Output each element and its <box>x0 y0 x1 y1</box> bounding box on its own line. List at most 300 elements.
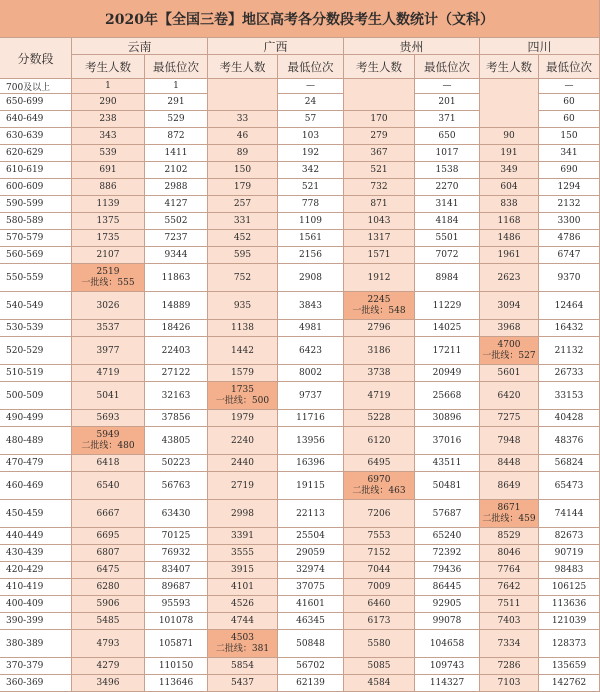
lowest-rank-cell: — <box>278 79 344 94</box>
examinee-count-value: 1735 <box>231 384 254 395</box>
score-range-cell: 460-469 <box>0 472 72 500</box>
lowest-rank-cell: 106125 <box>539 579 600 596</box>
lowest-rank-cell: 27122 <box>145 365 208 382</box>
examinee-count-cell: 4719 <box>344 382 415 410</box>
lowest-rank-cell: 56702 <box>278 658 344 675</box>
examinee-count-cell: 3026 <box>72 292 145 320</box>
lowest-rank-cell: 6747 <box>539 247 600 264</box>
lowest-rank-cell: 11229 <box>415 292 480 320</box>
examinee-count-cell: 6120 <box>344 427 415 455</box>
header-lowest-rank: 最低位次 <box>278 55 344 79</box>
examinee-count-cell: 2998 <box>208 500 278 528</box>
lowest-rank-cell: 57 <box>278 111 344 128</box>
lowest-rank-cell: 4981 <box>278 320 344 337</box>
examinee-count-cell: 1486 <box>480 230 539 247</box>
lowest-rank-cell: 29059 <box>278 545 344 562</box>
examinee-count-cell: 8046 <box>480 545 539 562</box>
examinee-count-cell: 7044 <box>344 562 415 579</box>
lowest-rank-cell: 9737 <box>278 382 344 410</box>
lowest-rank-cell: 14025 <box>415 320 480 337</box>
examinee-count-cell: 3915 <box>208 562 278 579</box>
examinee-count-cell: 871 <box>344 196 415 213</box>
batch-line-label: 一批线：500 <box>215 395 270 406</box>
examinee-count-cell: 7275 <box>480 410 539 427</box>
examinee-count-cell: 2107 <box>72 247 145 264</box>
lowest-rank-cell: 9370 <box>539 264 600 292</box>
batch-line-cell <box>208 630 278 658</box>
score-range-cell: 620-629 <box>0 145 72 162</box>
lowest-rank-cell: 2156 <box>278 247 344 264</box>
lowest-rank-cell: 101078 <box>145 613 208 630</box>
examinee-count-cell: 1979 <box>208 410 278 427</box>
lowest-rank-cell: 104658 <box>415 630 480 658</box>
lowest-rank-cell: 5502 <box>145 213 208 230</box>
examinee-count-cell: 7206 <box>344 500 415 528</box>
lowest-rank-cell: 371 <box>415 111 480 128</box>
examinee-count-cell: 732 <box>344 179 415 196</box>
examinee-count-cell: 7286 <box>480 658 539 675</box>
score-range-cell: 490-499 <box>0 410 72 427</box>
score-range-cell: 530-539 <box>0 320 72 337</box>
lowest-rank-cell: 1 <box>145 79 208 94</box>
examinee-count-cell: 4279 <box>72 658 145 675</box>
examinee-count-cell: 6173 <box>344 613 415 630</box>
examinee-count-cell: 1912 <box>344 264 415 292</box>
lowest-rank-cell: 2270 <box>415 179 480 196</box>
examinee-count-cell: 691 <box>72 162 145 179</box>
examinee-count-cell <box>344 79 415 111</box>
examinee-count-cell: 343 <box>72 128 145 145</box>
lowest-rank-cell: 60 <box>539 111 600 128</box>
lowest-rank-cell: 74144 <box>539 500 600 528</box>
examinee-count-cell: 7642 <box>480 579 539 596</box>
lowest-rank-cell: 8984 <box>415 264 480 292</box>
lowest-rank-cell: 1109 <box>278 213 344 230</box>
score-range-cell: 520-529 <box>0 337 72 365</box>
examinee-count-cell: 5228 <box>344 410 415 427</box>
examinee-count-value: 5949 <box>96 429 120 440</box>
lowest-rank-cell: 63430 <box>145 500 208 528</box>
lowest-rank-cell: 142762 <box>539 675 600 692</box>
header-examinee-count: 考生人数 <box>208 55 278 79</box>
examinee-count-cell: 595 <box>208 247 278 264</box>
lowest-rank-cell: 22113 <box>278 500 344 528</box>
lowest-rank-cell: — <box>539 79 600 94</box>
lowest-rank-cell: 70125 <box>145 528 208 545</box>
lowest-rank-cell: 3843 <box>278 292 344 320</box>
examinee-count-cell: 1168 <box>480 213 539 230</box>
score-range-cell: 510-519 <box>0 365 72 382</box>
examinee-count-cell: 7948 <box>480 427 539 455</box>
examinee-count-value: 2519 <box>96 266 120 277</box>
header-examinee-count: 考生人数 <box>344 55 415 79</box>
examinee-count-cell: 4526 <box>208 596 278 613</box>
score-range-cell: 550-559 <box>0 264 72 292</box>
lowest-rank-cell: 4127 <box>145 196 208 213</box>
examinee-count-cell: 7403 <box>480 613 539 630</box>
lowest-rank-cell: 650 <box>415 128 480 145</box>
score-range-cell: 560-569 <box>0 247 72 264</box>
examinee-count-cell: 4584 <box>344 675 415 692</box>
score-range-cell: 420-429 <box>0 562 72 579</box>
examinee-count-cell: 1317 <box>344 230 415 247</box>
examinee-count-cell: 6420 <box>480 382 539 410</box>
lowest-rank-cell: 17211 <box>415 337 480 365</box>
examinee-count-cell <box>480 79 539 128</box>
examinee-count-cell: 1442 <box>208 337 278 365</box>
examinee-count-cell: 7103 <box>480 675 539 692</box>
examinee-count-cell: 8649 <box>480 472 539 500</box>
lowest-rank-cell: 40428 <box>539 410 600 427</box>
examinee-count-cell: 191 <box>480 145 539 162</box>
lowest-rank-cell: 201 <box>415 94 480 111</box>
examinee-count-cell <box>208 79 278 111</box>
lowest-rank-cell: 110150 <box>145 658 208 675</box>
examinee-count-cell: 5437 <box>208 675 278 692</box>
examinee-count-cell: 8529 <box>480 528 539 545</box>
lowest-rank-cell: 192 <box>278 145 344 162</box>
lowest-rank-cell: 50848 <box>278 630 344 658</box>
batch-line-label: 二批线：381 <box>215 643 270 654</box>
examinee-count-cell: 5601 <box>480 365 539 382</box>
lowest-rank-cell: 19115 <box>278 472 344 500</box>
lowest-rank-cell: 37856 <box>145 410 208 427</box>
lowest-rank-cell: 20949 <box>415 365 480 382</box>
examinee-count-cell: 3977 <box>72 337 145 365</box>
score-range-cell: 440-449 <box>0 528 72 545</box>
lowest-rank-cell: 76932 <box>145 545 208 562</box>
header-lowest-rank: 最低位次 <box>539 55 600 79</box>
lowest-rank-cell: 30896 <box>415 410 480 427</box>
lowest-rank-cell: 95593 <box>145 596 208 613</box>
province-header: 四川 <box>480 38 600 55</box>
lowest-rank-cell: 5501 <box>415 230 480 247</box>
examinee-count-cell: 2796 <box>344 320 415 337</box>
header-examinee-count: 考生人数 <box>72 55 145 79</box>
examinee-count-cell: 1961 <box>480 247 539 264</box>
lowest-rank-cell: 9344 <box>145 247 208 264</box>
lowest-rank-cell: 33153 <box>539 382 600 410</box>
province-header: 广西 <box>208 38 344 55</box>
lowest-rank-cell: 2102 <box>145 162 208 179</box>
examinee-count-cell: 1139 <box>72 196 145 213</box>
examinee-count-cell: 886 <box>72 179 145 196</box>
score-range-cell: 700及以上 <box>0 79 72 94</box>
lowest-rank-cell: 22403 <box>145 337 208 365</box>
examinee-count-cell: 279 <box>344 128 415 145</box>
batch-line-cell <box>480 337 539 365</box>
lowest-rank-cell: 25668 <box>415 382 480 410</box>
examinee-count-cell: 2440 <box>208 455 278 472</box>
lowest-rank-cell: 1561 <box>278 230 344 247</box>
batch-line-cell <box>480 500 539 528</box>
lowest-rank-cell: 83407 <box>145 562 208 579</box>
lowest-rank-cell: 105871 <box>145 630 208 658</box>
examinee-count-cell: 4101 <box>208 579 278 596</box>
lowest-rank-cell: 62139 <box>278 675 344 692</box>
examinee-count-cell: 2719 <box>208 472 278 500</box>
lowest-rank-cell: 8002 <box>278 365 344 382</box>
score-range-cell: 540-549 <box>0 292 72 320</box>
examinee-count-cell: 6475 <box>72 562 145 579</box>
score-range-cell: 580-589 <box>0 213 72 230</box>
lowest-rank-cell: 21132 <box>539 337 600 365</box>
examinee-count-cell: 6495 <box>344 455 415 472</box>
examinee-count-cell: 5041 <box>72 382 145 410</box>
lowest-rank-cell: 46345 <box>278 613 344 630</box>
examinee-count-cell: 4744 <box>208 613 278 630</box>
lowest-rank-cell: 135659 <box>539 658 600 675</box>
examinee-count-cell: 7152 <box>344 545 415 562</box>
score-range-cell: 370-379 <box>0 658 72 675</box>
score-range-cell: 570-579 <box>0 230 72 247</box>
score-range-cell: 450-459 <box>0 500 72 528</box>
lowest-rank-cell: 41601 <box>278 596 344 613</box>
examinee-count-cell: 4793 <box>72 630 145 658</box>
examinee-count-cell: 6460 <box>344 596 415 613</box>
examinee-count-cell: 3391 <box>208 528 278 545</box>
lowest-rank-cell: 99078 <box>415 613 480 630</box>
examinee-count-cell: 1571 <box>344 247 415 264</box>
lowest-rank-cell: 24 <box>278 94 344 111</box>
examinee-count-cell: 1 <box>72 79 145 94</box>
examinee-count-cell: 367 <box>344 145 415 162</box>
lowest-rank-cell: 50223 <box>145 455 208 472</box>
lowest-rank-cell: 341 <box>539 145 600 162</box>
lowest-rank-cell: 7237 <box>145 230 208 247</box>
lowest-rank-cell: 114327 <box>415 675 480 692</box>
score-range-cell: 600-609 <box>0 179 72 196</box>
lowest-rank-cell: 778 <box>278 196 344 213</box>
score-range-cell: 470-479 <box>0 455 72 472</box>
lowest-rank-cell: 92905 <box>415 596 480 613</box>
lowest-rank-cell: 60 <box>539 94 600 111</box>
examinee-count-cell: 90 <box>480 128 539 145</box>
examinee-count-cell: 604 <box>480 179 539 196</box>
header-lowest-rank: 最低位次 <box>415 55 480 79</box>
lowest-rank-cell: 4786 <box>539 230 600 247</box>
examinee-count-cell: 238 <box>72 111 145 128</box>
lowest-rank-cell: 2908 <box>278 264 344 292</box>
lowest-rank-cell: 6423 <box>278 337 344 365</box>
examinee-count-cell: 2240 <box>208 427 278 455</box>
examinee-count-cell: 46 <box>208 128 278 145</box>
table-title: 2020年【全国三卷】地区高考各分数段考生人数统计（文科） <box>0 0 600 38</box>
examinee-count-cell: 5906 <box>72 596 145 613</box>
score-range-cell: 410-419 <box>0 579 72 596</box>
lowest-rank-cell: 11716 <box>278 410 344 427</box>
lowest-rank-cell: 7072 <box>415 247 480 264</box>
examinee-count-cell: 7009 <box>344 579 415 596</box>
lowest-rank-cell: 56763 <box>145 472 208 500</box>
lowest-rank-cell: 50481 <box>415 472 480 500</box>
examinee-count-cell: 3738 <box>344 365 415 382</box>
score-range-cell: 630-639 <box>0 128 72 145</box>
lowest-rank-cell: 90719 <box>539 545 600 562</box>
lowest-rank-cell: 113636 <box>539 596 600 613</box>
examinee-count-cell: 3555 <box>208 545 278 562</box>
lowest-rank-cell: 11863 <box>145 264 208 292</box>
score-range-cell: 400-409 <box>0 596 72 613</box>
lowest-rank-cell: 65240 <box>415 528 480 545</box>
lowest-rank-cell: 1538 <box>415 162 480 179</box>
lowest-rank-cell: 2132 <box>539 196 600 213</box>
lowest-rank-cell: 72392 <box>415 545 480 562</box>
lowest-rank-cell: 65473 <box>539 472 600 500</box>
score-range-cell: 430-439 <box>0 545 72 562</box>
examinee-count-value: 4700 <box>497 339 521 350</box>
lowest-rank-cell: 14889 <box>145 292 208 320</box>
examinee-count-value: 6970 <box>367 474 391 485</box>
examinee-count-cell: 290 <box>72 94 145 111</box>
examinee-count-cell: 3968 <box>480 320 539 337</box>
examinee-count-cell: 6807 <box>72 545 145 562</box>
batch-line-label: 一批线：527 <box>482 350 536 361</box>
examinee-count-cell: 4719 <box>72 365 145 382</box>
lowest-rank-cell: 3300 <box>539 213 600 230</box>
lowest-rank-cell: 121039 <box>539 613 600 630</box>
examinee-count-cell: 6695 <box>72 528 145 545</box>
examinee-count-cell: 1579 <box>208 365 278 382</box>
lowest-rank-cell: 1411 <box>145 145 208 162</box>
score-column-header: 分数段 <box>0 38 72 79</box>
examinee-count-cell: 6418 <box>72 455 145 472</box>
batch-line-cell <box>72 264 145 292</box>
lowest-rank-cell: 43805 <box>145 427 208 455</box>
lowest-rank-cell: 37016 <box>415 427 480 455</box>
examinee-count-cell: 5580 <box>344 630 415 658</box>
province-header: 贵州 <box>344 38 480 55</box>
lowest-rank-cell: 79436 <box>415 562 480 579</box>
examinee-count-cell: 89 <box>208 145 278 162</box>
province-header: 云南 <box>72 38 208 55</box>
examinee-count-cell: 6540 <box>72 472 145 500</box>
lowest-rank-cell: 109743 <box>415 658 480 675</box>
lowest-rank-cell: 1017 <box>415 145 480 162</box>
score-range-cell: 380-389 <box>0 630 72 658</box>
examinee-count-cell: 1375 <box>72 213 145 230</box>
lowest-rank-cell: 32163 <box>145 382 208 410</box>
examinee-count-cell: 8448 <box>480 455 539 472</box>
examinee-count-cell: 5854 <box>208 658 278 675</box>
examinee-count-cell: 33 <box>208 111 278 128</box>
batch-line-cell <box>72 427 145 455</box>
examinee-count-cell: 150 <box>208 162 278 179</box>
lowest-rank-cell: 16432 <box>539 320 600 337</box>
examinee-count-cell: 539 <box>72 145 145 162</box>
header-examinee-count: 考生人数 <box>480 55 539 79</box>
examinee-count-cell: 521 <box>344 162 415 179</box>
lowest-rank-cell: 4184 <box>415 213 480 230</box>
lowest-rank-cell: 103 <box>278 128 344 145</box>
batch-line-label: 一批线：555 <box>81 277 135 288</box>
lowest-rank-cell: 342 <box>278 162 344 179</box>
examinee-count-cell: 349 <box>480 162 539 179</box>
examinee-count-cell: 5085 <box>344 658 415 675</box>
examinee-count-cell: 1043 <box>344 213 415 230</box>
lowest-rank-cell: 89687 <box>145 579 208 596</box>
lowest-rank-cell: 291 <box>145 94 208 111</box>
batch-line-cell <box>344 472 415 500</box>
examinee-count-cell: 170 <box>344 111 415 128</box>
lowest-rank-cell: 43511 <box>415 455 480 472</box>
examinee-count-cell: 1735 <box>72 230 145 247</box>
examinee-count-cell: 5485 <box>72 613 145 630</box>
lowest-rank-cell: 82673 <box>539 528 600 545</box>
lowest-rank-cell: 2988 <box>145 179 208 196</box>
examinee-count-cell: 3186 <box>344 337 415 365</box>
lowest-rank-cell: 128373 <box>539 630 600 658</box>
examinee-count-value: 8671 <box>497 502 521 513</box>
batch-line-cell <box>344 292 415 320</box>
batch-line-label: 二批线：463 <box>352 485 406 496</box>
examinee-count-cell: 2623 <box>480 264 539 292</box>
lowest-rank-cell: 26733 <box>539 365 600 382</box>
examinee-count-cell: 7511 <box>480 596 539 613</box>
batch-line-cell <box>208 382 278 410</box>
examinee-count-value: 2245 <box>367 294 391 305</box>
examinee-count-cell: 179 <box>208 179 278 196</box>
score-range-cell: 590-599 <box>0 196 72 213</box>
score-range-cell: 500-509 <box>0 382 72 410</box>
lowest-rank-cell: 37075 <box>278 579 344 596</box>
batch-line-label: 二批线：459 <box>482 513 536 524</box>
examinee-count-cell: 7764 <box>480 562 539 579</box>
examinee-count-cell: 3537 <box>72 320 145 337</box>
lowest-rank-cell: 86445 <box>415 579 480 596</box>
score-range-cell: 650-699 <box>0 94 72 111</box>
examinee-count-value: 4503 <box>231 632 254 643</box>
score-range-cell: 610-619 <box>0 162 72 179</box>
examinee-count-cell: 7553 <box>344 528 415 545</box>
lowest-rank-cell: 56824 <box>539 455 600 472</box>
examinee-count-cell: 752 <box>208 264 278 292</box>
lowest-rank-cell: 529 <box>145 111 208 128</box>
examinee-count-cell: 1138 <box>208 320 278 337</box>
examinee-count-cell: 935 <box>208 292 278 320</box>
lowest-rank-cell: 113646 <box>145 675 208 692</box>
header-lowest-rank: 最低位次 <box>145 55 208 79</box>
lowest-rank-cell: 16396 <box>278 455 344 472</box>
score-range-cell: 390-399 <box>0 613 72 630</box>
examinee-count-cell: 331 <box>208 213 278 230</box>
lowest-rank-cell: 57687 <box>415 500 480 528</box>
examinee-count-cell: 6280 <box>72 579 145 596</box>
examinee-count-cell: 5693 <box>72 410 145 427</box>
score-range-cell: 640-649 <box>0 111 72 128</box>
lowest-rank-cell: 18426 <box>145 320 208 337</box>
batch-line-label: 一批线：548 <box>352 305 406 316</box>
lowest-rank-cell: — <box>415 79 480 94</box>
examinee-count-cell: 6667 <box>72 500 145 528</box>
lowest-rank-cell: 48376 <box>539 427 600 455</box>
examinee-count-cell: 3094 <box>480 292 539 320</box>
examinee-count-cell: 7334 <box>480 630 539 658</box>
lowest-rank-cell: 872 <box>145 128 208 145</box>
lowest-rank-cell: 690 <box>539 162 600 179</box>
lowest-rank-cell: 13956 <box>278 427 344 455</box>
lowest-rank-cell: 25504 <box>278 528 344 545</box>
lowest-rank-cell: 32974 <box>278 562 344 579</box>
examinee-count-cell: 452 <box>208 230 278 247</box>
lowest-rank-cell: 150 <box>539 128 600 145</box>
score-range-cell: 360-369 <box>0 675 72 692</box>
examinee-count-cell: 3496 <box>72 675 145 692</box>
lowest-rank-cell: 12464 <box>539 292 600 320</box>
score-range-cell: 480-489 <box>0 427 72 455</box>
examinee-count-cell: 838 <box>480 196 539 213</box>
batch-line-label: 二批线：480 <box>81 440 135 451</box>
